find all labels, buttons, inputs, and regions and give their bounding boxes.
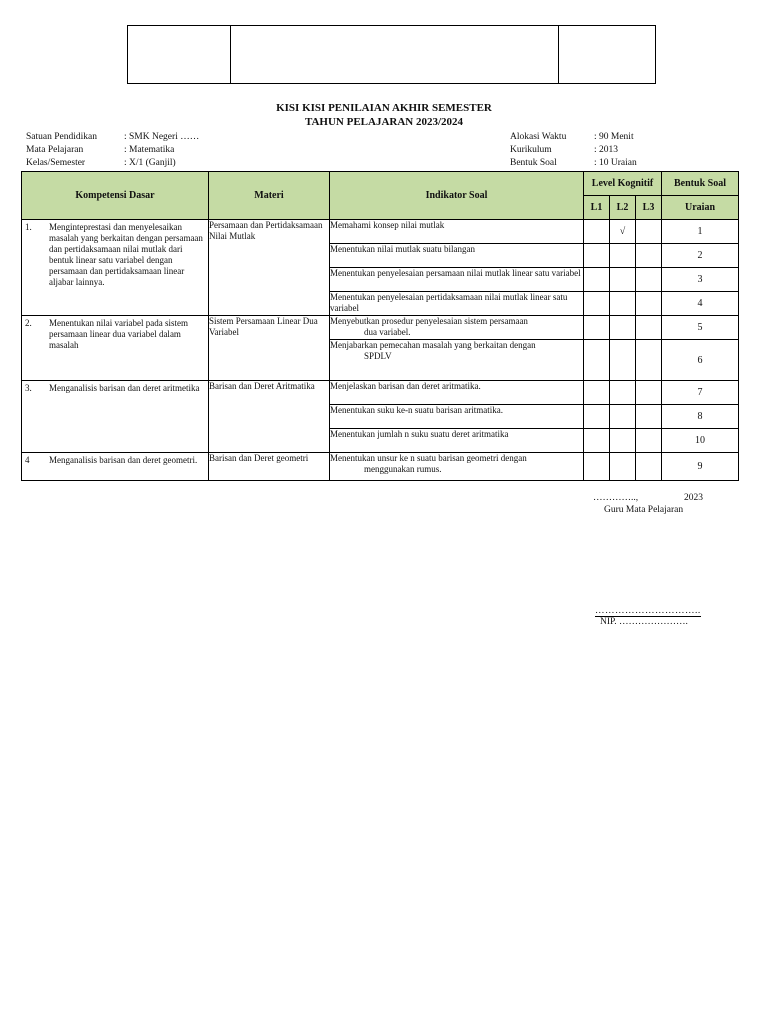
materi-cell: Sistem Persamaan Linear Dua Variabel bbox=[209, 316, 330, 381]
indikator-cell bbox=[330, 316, 584, 340]
soal-number-cell: 6 bbox=[662, 340, 739, 381]
indikator-cell bbox=[330, 340, 584, 381]
indikator-cell bbox=[330, 453, 584, 481]
info-value: : SMK Negeri …… bbox=[124, 132, 200, 142]
header-l3: L3 bbox=[636, 196, 662, 220]
header-box bbox=[127, 25, 656, 84]
header-materi: Materi bbox=[209, 172, 330, 220]
kd-text: Menganalisis barisan dan deret geometri. bbox=[49, 455, 198, 465]
soal-number-cell: 3 bbox=[662, 268, 739, 292]
level-l1-cell bbox=[584, 405, 610, 429]
level-l1-cell bbox=[584, 381, 610, 405]
indikator-cell: Menentukan penyelesaian persamaan nilai mutlak linear satu variabel bbox=[330, 268, 584, 292]
kd-cell bbox=[22, 453, 209, 481]
info-label: Alokasi Waktu bbox=[510, 132, 567, 142]
level-l3-cell bbox=[636, 405, 662, 429]
kd-number: 3. bbox=[25, 383, 32, 393]
indikator-line-cont: SPDLV bbox=[364, 351, 392, 361]
level-l1-cell bbox=[584, 292, 610, 316]
info-row bbox=[26, 157, 199, 170]
level-l3-cell bbox=[636, 244, 662, 268]
level-l1-cell bbox=[584, 268, 610, 292]
level-l1-cell bbox=[584, 429, 610, 453]
info-label: Bentuk Soal bbox=[510, 158, 557, 168]
header-level: Level Kognitif bbox=[584, 172, 662, 196]
info-value: : 2013 bbox=[594, 145, 619, 155]
soal-number-cell: 9 bbox=[662, 453, 739, 481]
header-box-right-cell bbox=[559, 26, 655, 83]
info-value: : 10 Uraian bbox=[594, 158, 637, 168]
level-l3-cell bbox=[636, 381, 662, 405]
level-l2-cell bbox=[610, 316, 636, 340]
indikator-cell: Menentukan suku ke-n suatu barisan aritmatika. bbox=[330, 405, 584, 429]
indikator-line: Menyebutkan prosedur penyelesaian sistem persamaan bbox=[330, 316, 528, 326]
header-l1: L1 bbox=[584, 196, 610, 220]
kisi-table bbox=[21, 171, 739, 481]
header-indikator: Indikator Soal bbox=[330, 172, 584, 220]
kd-text: Menentukan nilai variabel pada sistem persamaan linear dua variabel dalam masalah bbox=[49, 318, 188, 350]
indikator-line: Menjabarkan pemecahan masalah yang berkaitan dengan bbox=[330, 340, 536, 350]
info-label: Kurikulum bbox=[510, 145, 552, 155]
header-kompetensi: Kompetensi Dasar bbox=[22, 172, 209, 220]
level-l3-cell bbox=[636, 316, 662, 340]
document-subtitle: TAHUN PELAJARAN 2023/2024 bbox=[304, 116, 464, 128]
table-row bbox=[22, 453, 739, 481]
level-l1-cell bbox=[584, 244, 610, 268]
level-l3-cell bbox=[636, 268, 662, 292]
level-l2-cell bbox=[610, 453, 636, 481]
level-l2-cell bbox=[610, 244, 636, 268]
indikator-cell: Menentukan jumlah n suku suatu deret aritmatika bbox=[330, 429, 584, 453]
level-l3-cell bbox=[636, 220, 662, 244]
soal-number-cell: 5 bbox=[662, 316, 739, 340]
signature-place: ………….., bbox=[593, 493, 639, 503]
kd-text: Menginteprestasi dan menyelesaikan masalah yang berkaitan dengan persamaan dan pertidaksamaan nilai mutlak dari bentuk linear satu variabel dengan persamaan dan pertidaksamaan linear aljabar lainnya. bbox=[49, 222, 203, 287]
soal-number-cell: 10 bbox=[662, 429, 739, 453]
level-l2-cell: √ bbox=[610, 220, 636, 244]
soal-number-cell: 8 bbox=[662, 405, 739, 429]
header-uraian: Uraian bbox=[662, 196, 739, 220]
level-l3-cell bbox=[636, 453, 662, 481]
materi-cell: Barisan dan Deret geometri bbox=[209, 453, 330, 481]
signature-role: Guru Mata Pelajaran bbox=[604, 505, 684, 515]
level-l1-cell bbox=[584, 453, 610, 481]
indikator-cell: Memahami konsep nilai mutlak bbox=[330, 220, 584, 244]
table-header-row bbox=[22, 172, 739, 196]
indikator-cell: Menjelaskan barisan dan deret aritmatika. bbox=[330, 381, 584, 405]
level-l3-cell bbox=[636, 340, 662, 381]
info-label: Mata Pelajaran bbox=[26, 145, 84, 155]
signature-year: 2023 bbox=[684, 493, 703, 503]
document-title: KISI KISI PENILAIAN AKHIR SEMESTER bbox=[276, 102, 492, 114]
level-l2-cell bbox=[610, 268, 636, 292]
signature-name-line: ………………………….. bbox=[595, 606, 701, 616]
table-row bbox=[22, 381, 739, 405]
header-l2: L2 bbox=[610, 196, 636, 220]
level-l2-cell bbox=[610, 340, 636, 381]
kd-cell bbox=[22, 316, 209, 381]
soal-number-cell: 1 bbox=[662, 220, 739, 244]
soal-number-cell: 2 bbox=[662, 244, 739, 268]
header-box-center-cell bbox=[231, 26, 559, 83]
soal-number-cell: 7 bbox=[662, 381, 739, 405]
info-value: : 90 Menit bbox=[594, 132, 634, 142]
signature-date bbox=[593, 493, 703, 503]
info-row bbox=[510, 131, 637, 144]
materi-cell: Persamaan dan Pertidaksamaan Nilai Mutlak bbox=[209, 220, 330, 316]
level-l3-cell bbox=[636, 429, 662, 453]
info-row bbox=[510, 157, 637, 170]
indikator-line-cont: dua variabel. bbox=[364, 327, 411, 337]
kd-number: 2. bbox=[25, 318, 32, 328]
indikator-cell: Menentukan penyelesaian pertidaksamaan nilai mutlak linear satu variabel bbox=[330, 292, 584, 316]
materi-cell: Barisan dan Deret Aritmatika bbox=[209, 381, 330, 453]
kd-cell bbox=[22, 381, 209, 453]
level-l2-cell bbox=[610, 292, 636, 316]
level-l2-cell bbox=[610, 429, 636, 453]
info-label: Satuan Pendidikan bbox=[26, 132, 97, 142]
signature-nip: NIP. …………………. bbox=[600, 617, 688, 627]
info-row bbox=[26, 131, 199, 144]
level-l1-cell bbox=[584, 220, 610, 244]
header-box-logo-cell bbox=[128, 26, 231, 83]
kd-cell bbox=[22, 220, 209, 316]
table-row bbox=[22, 220, 739, 244]
table-row bbox=[22, 316, 739, 340]
indikator-cell: Menentukan nilai mutlak suatu bilangan bbox=[330, 244, 584, 268]
info-value: : Matematika bbox=[124, 145, 175, 155]
level-l2-cell bbox=[610, 381, 636, 405]
indikator-line-cont: menggunakan rumus. bbox=[364, 464, 442, 474]
level-l3-cell bbox=[636, 292, 662, 316]
info-right-block bbox=[510, 131, 637, 170]
info-left-block bbox=[26, 131, 199, 170]
level-l1-cell bbox=[584, 340, 610, 381]
level-l2-cell bbox=[610, 405, 636, 429]
indikator-line: Menentukan unsur ke n suatu barisan geometri dengan bbox=[330, 453, 527, 463]
header-bentuk: Bentuk Soal bbox=[662, 172, 739, 196]
kd-text: Menganalisis barisan dan deret aritmetika bbox=[49, 383, 200, 393]
info-value: : X/1 (Ganjil) bbox=[124, 158, 176, 168]
info-label: Kelas/Semester bbox=[26, 158, 86, 168]
soal-number-cell: 4 bbox=[662, 292, 739, 316]
kd-number: 1. bbox=[25, 222, 32, 232]
level-l1-cell bbox=[584, 316, 610, 340]
kd-number: 4 bbox=[25, 455, 30, 465]
info-row bbox=[510, 144, 637, 157]
info-row bbox=[26, 144, 199, 157]
